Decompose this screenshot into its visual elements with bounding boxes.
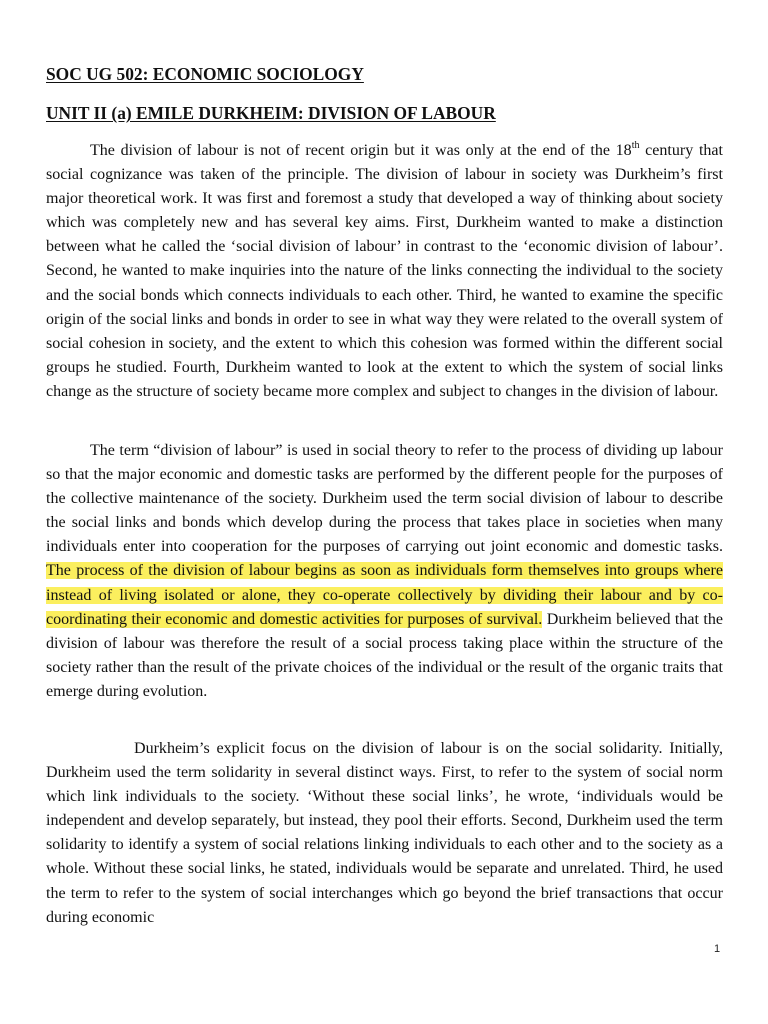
paragraph-3: Durkheim’s explicit focus on the division of labour is on the social solidarity. Initially, Durkheim used the term solidarity in several distinct ways. First, to refer to the system of social norm which link individuals to the society. ‘Without these social links’, he wrote, ‘individuals would be independent and develop separately, but instead, they pool their efforts. Second, Durkheim used the term solidarity to identify a system of social relations linking individuals to each other and to the society as a whole. Without these social links, he stated, individuals would be separate and unrelated. Third, he used the term to refer to the system of social interchanges which go beyond the brief transactions that occur during economic [46,740,723,926]
paragraph-1 [46,139,723,404]
paragraph-1-text-end: century that social cognizance was taken of the principle. The division of labour in society was Durkheim’s first major theoretical work. It was first and foremost a study that developed a way of thinking about society which was completely new and has several key aims. First, Durkheim wanted to make a distinction between what he called the ‘social division of labour’ in contrast to the ‘economic division of labour’. Second, he wanted to make inquiries into the nature of the links connecting the individual to the society and the social bonds which connects individuals to each other. Third, he wanted to examine the specific origin of the social links and bonds in order to see in what way they were related to the overall system of social cohesion in society, and the extent to which this cohesion was formed within the different social groups he studied. Fourth, Durkheim wanted to look at the extent to which the system of social links change as the structure of society became more complex and subject to changes in the division of labour. [46,142,723,400]
highlighted-passage: The process of the division of labour begins as soon as individuals form themselves into groups where instead of living isolated or alone, they co-operate collectively by dividing their labour and by co-coordinating their economic and domestic activities for purposes of survival. [46,562,723,628]
course-title: SOC UG 502: ECONOMIC SOCIOLOGY [46,64,364,84]
paragraph-2 [46,439,723,704]
unit-title: UNIT II (a) EMILE DURKHEIM: DIVISION OF LABOUR [46,103,496,123]
paragraph-1-text-start: The division of labour is not of recent origin but it was only at the end of the 18 [90,142,632,159]
page-number: 1 [714,943,721,955]
paragraph-2-text-start: The term “division of labour” is used in social theory to refer to the process of dividing up labour so that the major economic and domestic tasks are performed by the different people for the purposes of the collective maintenance of the society. Durkheim used the term social division of labour to describe the social links and bonds which develop during the process that takes place in societies when many individuals enter into cooperation for the purposes of carrying out joint economic and domestic tasks. [46,442,723,556]
ordinal-superscript: th [631,140,640,151]
paragraph-2-text-end: Durkheim believed that the division of labour was therefore the result of a social process taking place within the structure of the society rather than the result of the private choices of the individual or the result of the organic traits that emerge during evolution. [46,610,723,700]
